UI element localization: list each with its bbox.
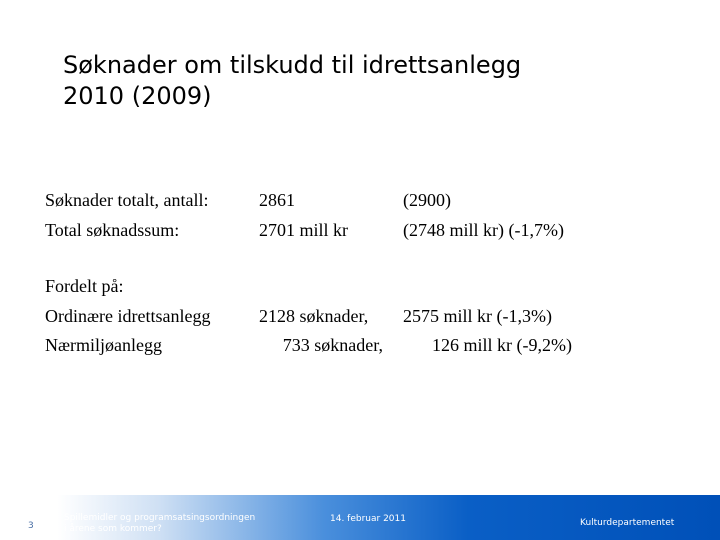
neighbourhood-applications: 733 søknader,: [282, 335, 383, 355]
slide-title: [63, 50, 683, 112]
ordinary-amount: 2575 mill kr (-1,3%): [403, 306, 552, 326]
distributed-heading: Fordelt på:: [45, 276, 124, 296]
page-number: 3: [28, 521, 34, 531]
footer-date: 14. februar 2011: [330, 514, 406, 524]
total-count-value: 2861: [259, 190, 295, 210]
footer-caption-line-1: Spillemidler og programsatsingsordningen: [64, 513, 256, 523]
footer-organization: Kulturdepartementet: [580, 518, 675, 528]
total-count-label: Søknader totalt, antall:: [45, 190, 209, 210]
title-line-1: Søknader om tilskudd til idrettsanlegg: [63, 51, 522, 79]
footer-caption-line-2: i årene som kommer?: [64, 524, 162, 534]
total-sum-previous: (2748 mill kr) (-1,7%): [403, 220, 564, 240]
ordinary-label: Ordinære idrettsanlegg: [45, 306, 211, 326]
title-line-2: 2010 (2009): [63, 82, 212, 110]
total-sum-value: 2701 mill kr: [259, 220, 348, 240]
total-count-previous: (2900): [403, 190, 451, 210]
neighbourhood-amount: 126 mill kr (-9,2%): [432, 335, 572, 355]
ordinary-applications: 2128 søknader,: [259, 306, 369, 326]
total-sum-label: Total søknadssum:: [45, 220, 180, 240]
neighbourhood-label: Nærmiljøanlegg: [45, 335, 162, 355]
